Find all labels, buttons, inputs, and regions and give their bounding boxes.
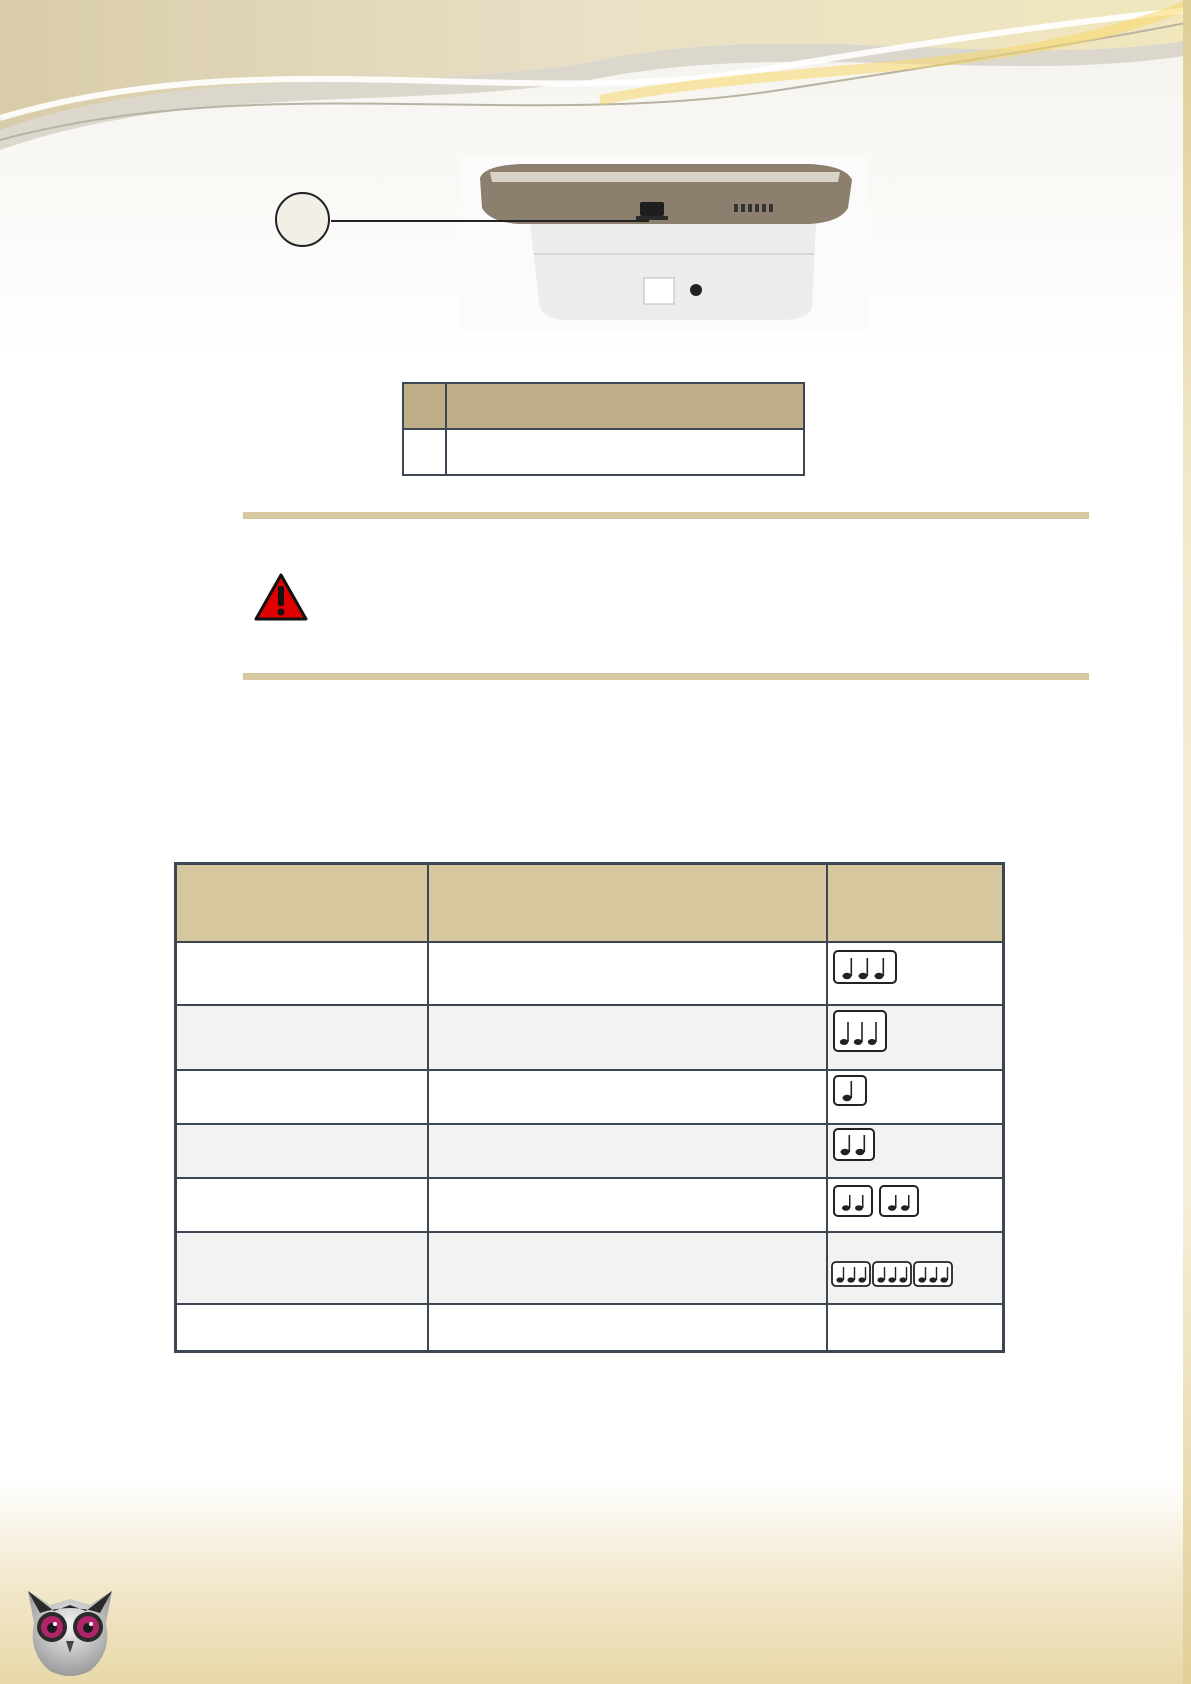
- three-notes-icon: [833, 1010, 887, 1052]
- double-note-pair-icon: [833, 1185, 919, 1217]
- single-note-icon: [833, 1075, 867, 1106]
- warning-rule-top: [243, 512, 1089, 519]
- double-note-icon: [833, 1128, 875, 1161]
- three-double-note-icon: [831, 1261, 953, 1287]
- footer-gradient: [0, 1480, 1191, 1684]
- row-divider: [177, 1069, 1002, 1071]
- legend-row: [404, 430, 803, 474]
- right-edge-accent: [1183, 0, 1191, 1684]
- row-divider: [177, 1177, 1002, 1179]
- table-row: [177, 1125, 1002, 1177]
- callout-leader-line: [331, 220, 649, 222]
- row-divider: [177, 1303, 1002, 1305]
- column-divider: [826, 865, 828, 1350]
- warning-rule-bottom: [243, 673, 1089, 680]
- legend-column-divider: [445, 384, 447, 474]
- row-divider: [177, 941, 1002, 943]
- tone-table-header-row: [177, 865, 1002, 941]
- row-divider: [177, 1231, 1002, 1233]
- warning-triangle-icon: [254, 572, 308, 622]
- owl-logo-icon: [20, 1583, 120, 1679]
- row-divider: [177, 1123, 1002, 1125]
- table-row: [177, 1305, 1002, 1350]
- row-divider: [177, 1004, 1002, 1006]
- callout-circle: [275, 192, 330, 247]
- table-row: [177, 1071, 1002, 1123]
- column-divider: [427, 865, 429, 1350]
- legend-header-row: [404, 384, 803, 430]
- device-photo: [460, 158, 868, 330]
- three-notes-icon: [833, 950, 897, 984]
- legend-table: [402, 382, 805, 476]
